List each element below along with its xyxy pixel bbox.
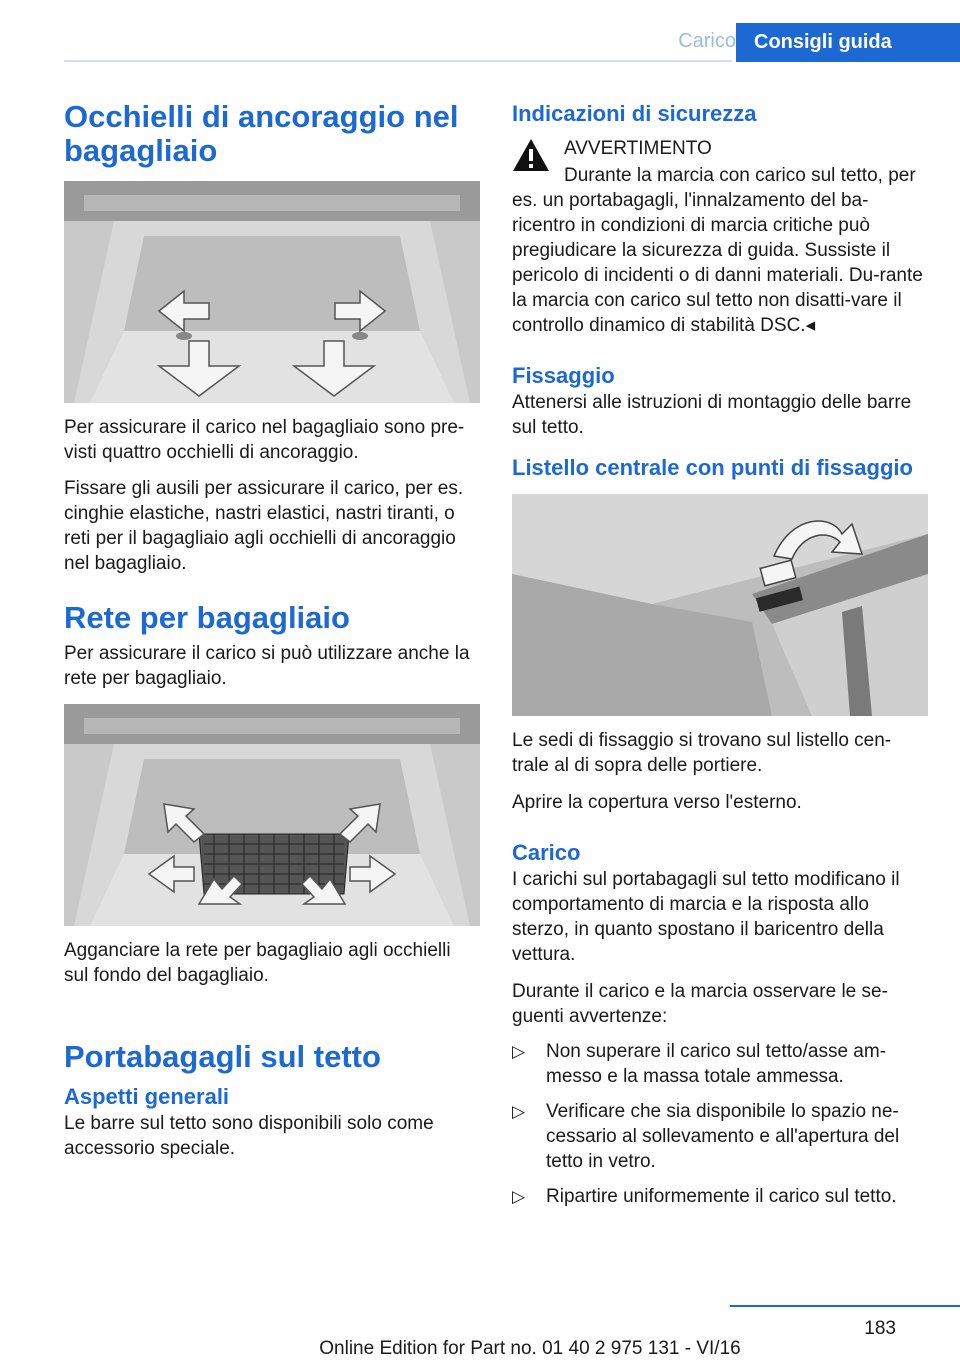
right-column xyxy=(512,100,928,1209)
heading-general-aspects: Aspetti generali xyxy=(64,1084,230,1109)
header-chapter-tab: Consigli guida xyxy=(736,23,960,62)
list-item-text: Verificare che sia disponibile lo spazio ne‐cessario al sollevamento e all'apertura del tetto in vetro. xyxy=(546,1101,900,1172)
bullet-triangle-icon: ▷ xyxy=(512,1042,526,1061)
header-section-label: Carico xyxy=(678,30,736,52)
heading-anchor-eyes: Occhielli di ancoraggio nel bagagliaio xyxy=(64,99,459,168)
paragraph-net-attach: Agganciare la rete per bagagliaio agli occhielli sul fondo del bagagliaio. xyxy=(64,940,451,986)
trunk-net-figure xyxy=(64,704,480,926)
heading-safety: Indicazioni di sicurezza xyxy=(512,101,757,126)
header-rule xyxy=(64,60,732,62)
heading-roof-rack: Portabagagli sul tetto xyxy=(64,1039,381,1074)
list-item-text: Ripartire uniformemente il carico sul tetto. xyxy=(546,1186,897,1207)
paragraph-load-effect: I carichi sul portabagagli sul tetto modificano il comportamento di marcia e la risposta allo sterzo, in quanto spostano il baricentro della vettura. xyxy=(512,869,900,965)
paragraph-fixing: Attenersi alle istruzioni di montaggio delle barre sul tetto. xyxy=(512,392,912,438)
list-item xyxy=(512,1099,928,1174)
trunk-anchor-figure xyxy=(64,181,480,403)
list-item xyxy=(512,1184,928,1209)
paragraph-general: Le barre sul tetto sono disponibili solo come accessorio speciale. xyxy=(64,1113,434,1159)
load-bullet-list xyxy=(512,1039,928,1209)
paragraph-strip-open: Aprire la copertura verso l'esterno. xyxy=(512,792,802,813)
heading-load: Carico xyxy=(512,840,581,865)
page-number: 183 xyxy=(864,1318,896,1339)
heading-center-strip: Listello centrale con punti di fissaggio xyxy=(512,455,913,480)
paragraph-anchor-usage: Fissare gli ausili per assicurare il carico, per es. cinghie elastiche, nastri elastici, nastri tiranti, o reti per il bagagliaio agli occhielli di ancoraggio nel bagagliaio. xyxy=(64,478,464,574)
list-item xyxy=(512,1039,928,1089)
left-column xyxy=(64,100,480,1161)
heading-luggage-net: Rete per bagagliaio xyxy=(64,600,350,635)
paragraph-anchor-intro: Per assicurare il carico nel bagagliaio sono pre‐visti quattro occhielli di ancoraggio. xyxy=(64,417,465,463)
warning-box xyxy=(512,136,928,338)
paragraph-load-notes: Durante il carico e la marcia osservare le se‐guenti avvertenze: xyxy=(512,981,888,1027)
bullet-triangle-icon: ▷ xyxy=(512,1187,526,1206)
paragraph-net-intro: Per assicurare il carico si può utilizzare anche la rete per bagagliaio. xyxy=(64,643,470,689)
warning-title: AVVERTIMENTO xyxy=(564,138,712,159)
edition-note: Online Edition for Part no. 01 40 2 975 131 - VI/16 xyxy=(319,1338,741,1359)
bullet-triangle-icon: ▷ xyxy=(512,1102,526,1121)
footer-rule xyxy=(730,1305,960,1307)
heading-fixing: Fissaggio xyxy=(512,363,615,388)
paragraph-strip-location: Le sedi di fissaggio si trovano sul listello cen‐trale al di sopra delle portiere. xyxy=(512,730,892,776)
roof-strip-figure xyxy=(512,494,928,716)
warning-text: Durante la marcia con carico sul tetto, per es. un portabagagli, l'innalzamento del ba‐ricentro in condizioni di marcia critiche può pregiudicare la sicurezza di guida. Sussiste il pericolo di incidenti o di danni materiali. Du‐rante la marcia con carico sul tetto non disatti‐vare il controllo dinamico di stabilità DSC.◂ xyxy=(512,165,923,336)
warning-triangle-icon xyxy=(512,138,550,172)
list-item-text: Non superare il carico sul tetto/asse am‐messo e la massa totale ammessa. xyxy=(546,1041,887,1087)
